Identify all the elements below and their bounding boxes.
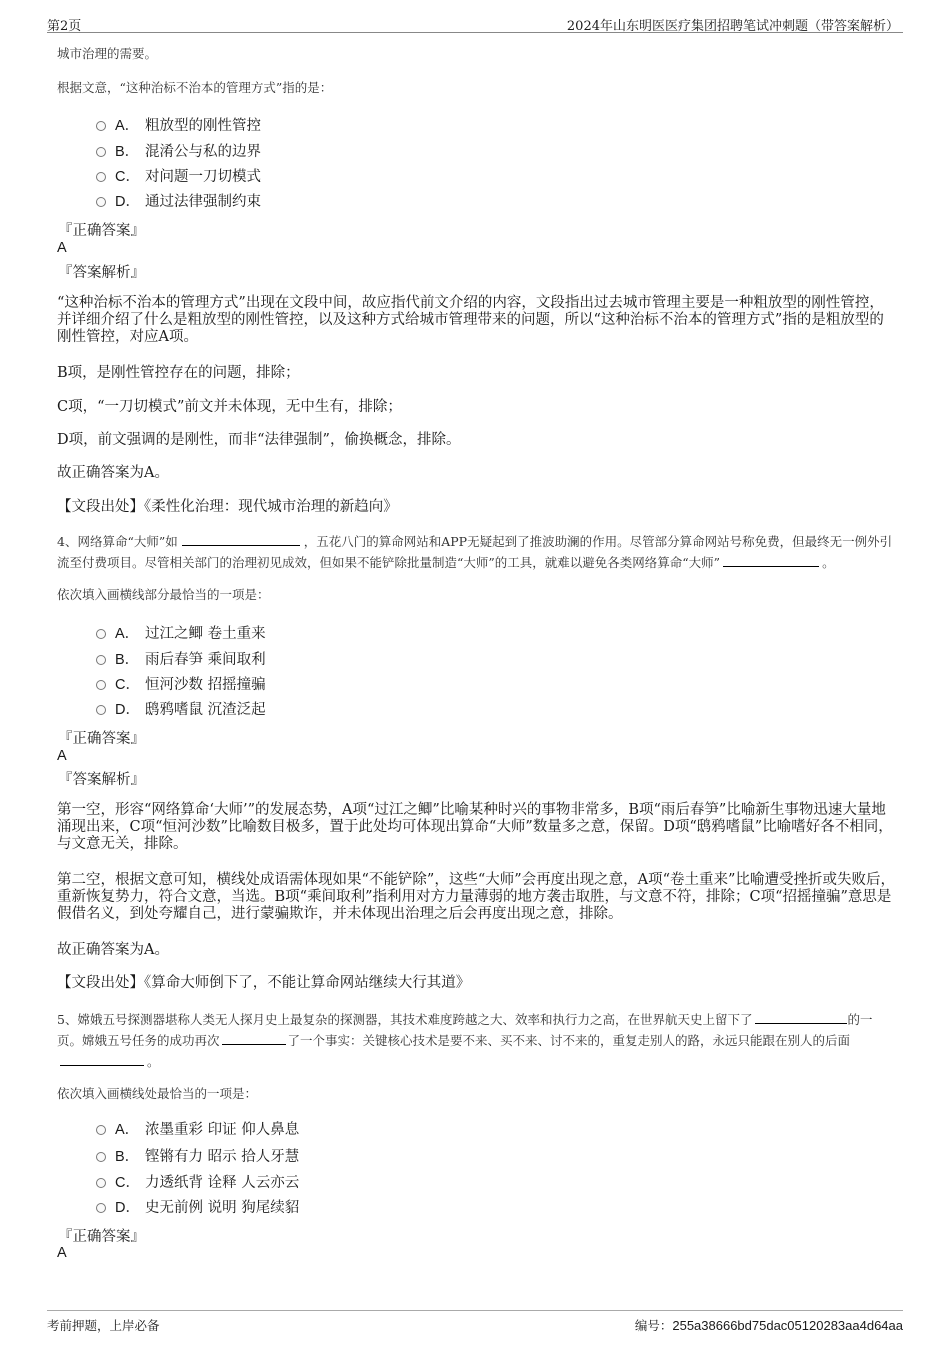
footer-slogan: 考前押题，上岸必备 (47, 1318, 160, 1333)
code-value: 255a38666bd75dac05120283aa4d64aa (672, 1318, 903, 1333)
q3-source: 【文段出处】《柔性化治理：现代城市治理的新趋向》 (57, 499, 398, 515)
q5-option-c[interactable] (96, 1171, 299, 1191)
q3-option-d[interactable] (96, 190, 261, 210)
q4-option-b[interactable] (96, 648, 266, 668)
q3-analysis-paragraph: D项，前文强调的是刚性，而非“法律强制”，偷换概念，排除。 (57, 432, 461, 448)
q3-analysis-paragraph: B项，是刚性管控存在的问题，排除； (57, 365, 300, 381)
q3-option-a[interactable] (96, 114, 261, 134)
q4-option-d[interactable] (96, 698, 266, 718)
radio-icon[interactable] (96, 629, 106, 639)
q3-answer: A (57, 240, 67, 256)
radio-icon[interactable] (96, 1152, 106, 1162)
stem-text: 4、网络算命“大师”如 (57, 534, 178, 549)
option-key: D． (115, 193, 140, 210)
q3-answer-label: 『正确答案』 (58, 223, 145, 239)
q5-answer-label: 『正确答案』 (58, 1229, 145, 1245)
radio-icon[interactable] (96, 1178, 106, 1188)
q3-analysis-paragraph: C项，“一刀切模式”前文并未体现，无中生有，排除； (57, 399, 402, 415)
q4-instruction: 依次填入画横线部分最恰当的一项是： (57, 587, 270, 602)
stem-text: 。 (147, 1054, 160, 1069)
page-footer (47, 1310, 903, 1333)
option-key: C． (115, 168, 140, 185)
q3-analysis-paragraph: 故正确答案为A。 (57, 465, 169, 481)
stem-text: 。 (822, 555, 835, 570)
option-key: B． (115, 1148, 140, 1165)
document-title: 2024年山东明医医疗集团招聘笔试冲刺题（带答案解析） (566, 19, 899, 34)
q5-answer: A (57, 1245, 67, 1261)
option-key: A． (115, 625, 140, 642)
radio-icon[interactable] (96, 655, 106, 665)
q4-analysis-label: 『答案解析』 (58, 772, 145, 788)
radio-icon[interactable] (96, 147, 106, 157)
radio-icon[interactable] (96, 705, 106, 715)
radio-icon[interactable] (96, 1203, 106, 1213)
option-text: 恒河沙数 招摇撞骗 (145, 676, 266, 693)
stem-text: 的一页。嫦娥五号任务的成功再次 (57, 1012, 873, 1048)
option-text: 铿锵有力 昭示 拾人牙慧 (145, 1148, 300, 1165)
q4-source: 【文段出处】《算命大师倒下了，不能让算命网站继续大行其道》 (57, 975, 471, 991)
q4-analysis-paragraph: 故正确答案为A。 (57, 942, 169, 958)
q5-option-b[interactable] (96, 1145, 299, 1165)
option-text: 鸱鸦嗜鼠 沉渣泛起 (145, 701, 266, 718)
option-text: 浓墨重彩 印证 仰人鼻息 (145, 1121, 300, 1138)
q4-option-a[interactable] (96, 622, 266, 642)
option-key: B． (115, 651, 140, 668)
option-key: B． (115, 143, 140, 160)
page-number: 第2页 (47, 19, 82, 34)
option-text: 混淆公与私的边界 (145, 143, 261, 160)
radio-icon[interactable] (96, 197, 106, 207)
fill-blank (222, 1032, 286, 1045)
option-text: 史无前例 说明 狗尾续貂 (145, 1199, 300, 1216)
option-key: D． (115, 701, 140, 718)
code-label: 编号： (634, 1318, 673, 1333)
option-text: 粗放型的刚性管控 (145, 117, 261, 134)
option-text: 雨后春笋 乘间取利 (145, 651, 266, 668)
radio-icon[interactable] (96, 1125, 106, 1135)
stem-text: ，五花八门的算命网站和APP无疑起到了推波助澜的作用。尽管部分算命网站号称免费，但最终无一例外引流至付费项目。尽管相关部门的治理初见成效，但如果不能铲除批量制造“大师”的工具，就难以避免各类网络算命“大师” (57, 534, 893, 570)
q3-analysis-label: 『答案解析』 (58, 265, 145, 281)
option-text: 过江之鲫 卷土重来 (145, 625, 266, 642)
option-text: 通过法律强制约束 (145, 193, 261, 210)
q5-option-d[interactable] (96, 1196, 299, 1216)
q4-stem (57, 531, 897, 573)
radio-icon[interactable] (96, 172, 106, 182)
q3-stem: 根据文意，“这种治标不治本的管理方式”指的是： (57, 80, 333, 95)
option-key: A． (115, 1121, 140, 1138)
q3-analysis-paragraph: “这种治标不治本的管理方式”出现在文段中间，故应指代前文介绍的内容，文段指出过去城市管理主要是一种粗放型的刚性管控，并详细介绍了什么是粗放型的刚性管控，以及这种方式给城市管理带来的问题，所以“这种治标不治本的管理方式”指的是粗放型的刚性管控，对应A项。 (57, 295, 884, 345)
stem-text: 5、嫦娥五号探测器堪称人类无人探月史上最复杂的探测器，其技术难度跨越之大、效率和执行力之高，在世界航天史上留下了 (57, 1012, 753, 1027)
document-code (635, 1316, 903, 1334)
option-key: A． (115, 117, 140, 134)
fill-blank (60, 1053, 144, 1066)
q3-option-b[interactable] (96, 140, 261, 160)
radio-icon[interactable] (96, 121, 106, 131)
intro-tail-text: 城市治理的需要。 (57, 46, 158, 61)
option-key: C． (115, 676, 140, 693)
q3-option-c[interactable] (96, 165, 261, 185)
option-text: 力透纸背 诠释 人云亦云 (145, 1174, 300, 1191)
q5-option-a[interactable] (96, 1118, 299, 1138)
q4-answer: A (57, 748, 67, 764)
q4-analysis-paragraph: 第二空，根据文意可知，横线处成语需体现如果“不能铲除”，这些“大师”会再度出现之意，A项“卷土重来”比喻遭受挫折或失败后，重新恢复势力，符合文意，当选。B项“乘间取利”指利用对方力量薄弱的地方袭击取胜，与文意不符，排除；C项“招摇撞骗”意思是假借名义，到处夸耀自己，进行蒙骗欺诈，并未体现出治理之后会再度出现之意，排除。 (57, 872, 895, 922)
fill-blank (755, 1011, 847, 1024)
option-text: 对问题一刀切模式 (145, 168, 261, 185)
q4-analysis-paragraph: 第一空，形容“网络算命‘大师’”的发展态势，A项“过江之鲫”比喻某种时兴的事物非常多，B项“雨后春笋”比喻新生事物迅速大量地涌现出来，C项“恒河沙数”比喻数目极多，置于此处均可体现出算命“大师”数量多之意，保留。D项“鸱鸦嗜鼠”比喻嗜好各不相同，与文意无关，排除。 (57, 802, 893, 852)
q4-option-c[interactable] (96, 673, 266, 693)
q4-answer-label: 『正确答案』 (58, 731, 145, 747)
fill-blank (182, 533, 300, 546)
option-key: C． (115, 1174, 140, 1191)
q5-stem (57, 1009, 897, 1072)
fill-blank (723, 554, 819, 567)
stem-text: 了一个事实：关键核心技术是要不来、买不来、讨不来的，重复走别人的路，永远只能跟在别人的后面 (287, 1033, 851, 1048)
q5-instruction: 依次填入画横线处最恰当的一项是： (57, 1086, 258, 1101)
radio-icon[interactable] (96, 680, 106, 690)
option-key: D． (115, 1199, 140, 1216)
